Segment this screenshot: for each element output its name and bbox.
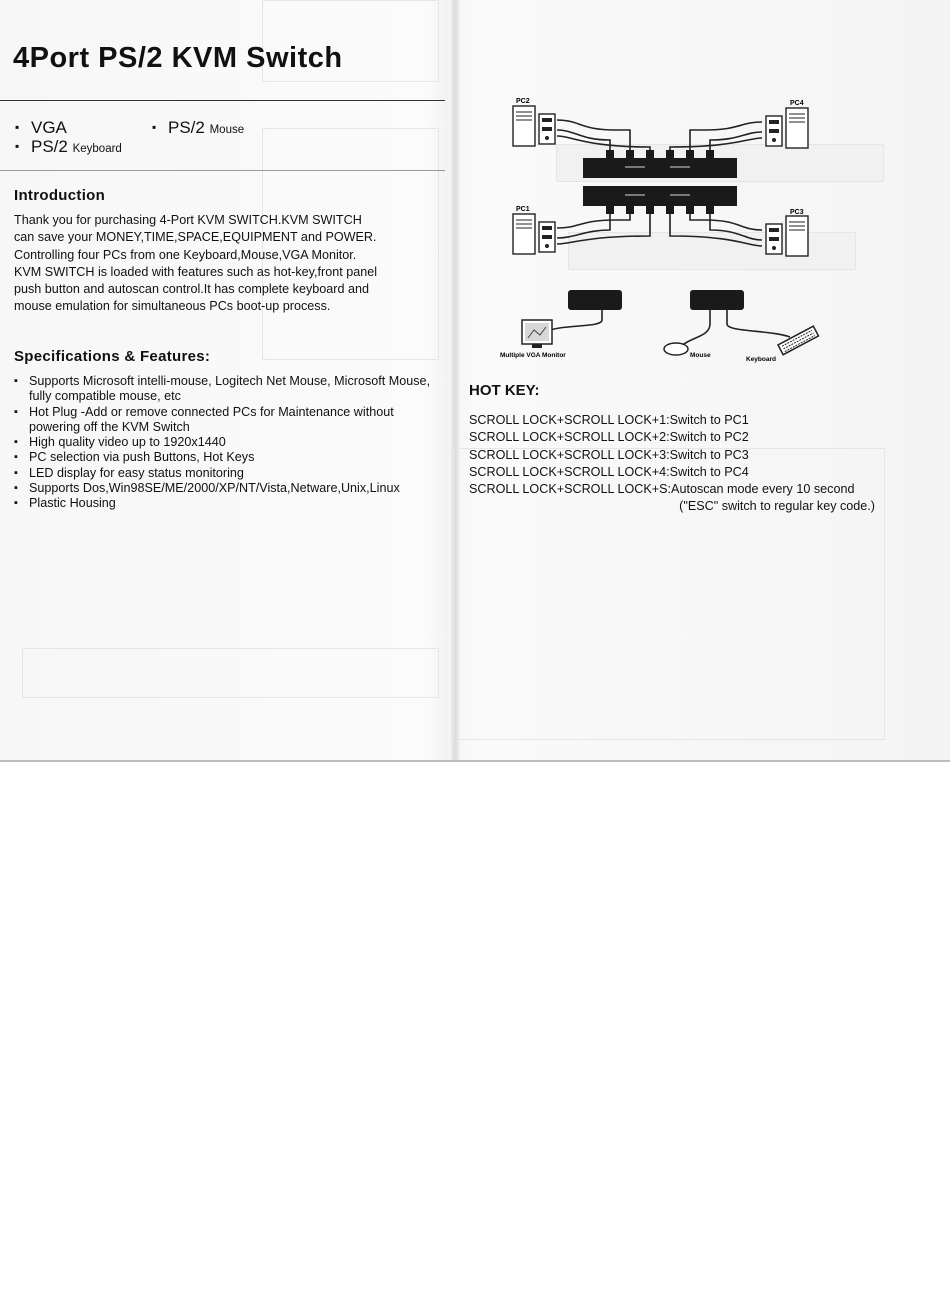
hotkey-heading: HOT KEY: xyxy=(469,382,540,399)
spec-item: ▪ High quality video up to 1920x1440 xyxy=(14,435,434,450)
ps2-console-adapter-icon xyxy=(690,290,744,310)
feature-vga: ▪ VGA xyxy=(15,118,67,138)
feature-ps2-mouse: ▪ PS/2 Mouse xyxy=(152,118,244,138)
kvm-switch-unit-icon xyxy=(583,158,737,178)
pc2-label: PC2 xyxy=(516,98,530,105)
spec-item: ▪ PC selection via push Buttons, Hot Keys xyxy=(14,450,434,465)
introduction-text xyxy=(14,212,424,316)
keyboard-icon xyxy=(778,326,818,354)
introduction-heading: Introduction xyxy=(14,187,106,204)
pc4-label: PC4 xyxy=(790,100,804,107)
intro-line: Controlling four PCs from one Keyboard,Mouse,VGA Monitor. xyxy=(14,247,357,262)
hotkey-esc-note: ("ESC" switch to regular key code.) xyxy=(679,499,875,514)
pc3-label: PC3 xyxy=(790,209,804,216)
features-divider xyxy=(0,170,445,171)
vga-console-adapter-icon xyxy=(568,290,622,310)
feature-ps2-keyboard: ▪ PS/2 Keyboard xyxy=(15,137,122,157)
pc2-computer-icon xyxy=(513,106,555,146)
vga-monitor-icon xyxy=(522,320,552,348)
hotkey-list xyxy=(469,412,879,516)
hotkey-line: SCROLL LOCK+SCROLL LOCK+1:Switch to PC1 xyxy=(469,413,749,427)
title-divider xyxy=(0,100,445,101)
hotkey-line: SCROLL LOCK+SCROLL LOCK+2:Switch to PC2 xyxy=(469,430,749,445)
spec-item: ▪ Supports Microsoft intelli-mouse, Logitech Net Mouse, Microsoft Mouse, fully compatible mouse, etc xyxy=(14,374,434,405)
hotkey-line: SCROLL LOCK+SCROLL LOCK+3:Switch to PC3 xyxy=(469,447,749,462)
hotkey-line: SCROLL LOCK+SCROLL LOCK+S:Autoscan mode every 10 second xyxy=(469,482,855,497)
pc1-label: PC1 xyxy=(516,206,530,213)
pc4-computer-icon xyxy=(766,108,808,148)
spec-item: ▪ Supports Dos,Win98SE/ME/2000/XP/NT/Vista,Netware,Unix,Linux xyxy=(14,481,434,496)
spec-item: ▪ Hot Plug -Add or remove connected PCs for Maintenance without powering off the KVM Switch xyxy=(14,405,434,436)
intro-line: can save your MONEY,TIME,SPACE,EQUIPMENT and POWER. xyxy=(14,230,377,245)
monitor-label: Multiple VGA Monitor xyxy=(500,352,566,359)
mouse-icon xyxy=(664,343,688,355)
keyboard-label: Keyboard xyxy=(746,356,776,363)
kvm-connection-diagram xyxy=(490,92,830,370)
specifications-heading: Specifications & Features: xyxy=(14,348,211,365)
mouse-label: Mouse xyxy=(690,352,711,359)
intro-line: mouse emulation for simultaneous PCs boot-up process. xyxy=(14,299,331,314)
spec-item: ▪ LED display for easy status monitoring xyxy=(14,466,434,481)
intro-line: push button and autoscan control.It has complete keyboard and xyxy=(14,282,369,297)
spec-item: ▪ Plastic Housing xyxy=(14,496,434,511)
specifications-list xyxy=(14,374,434,512)
pc1-computer-icon xyxy=(513,214,555,254)
pc3-computer-icon xyxy=(766,216,808,256)
hotkey-line: SCROLL LOCK+SCROLL LOCK+4:Switch to PC4 xyxy=(469,464,749,479)
page-title: 4Port PS/2 KVM Switch xyxy=(13,42,343,74)
intro-line: Thank you for purchasing 4-Port KVM SWITCH.KVM SWITCH xyxy=(14,213,362,227)
bleed-through-table xyxy=(22,648,439,698)
kvm-switch-unit-icon xyxy=(583,186,737,206)
intro-line: KVM SWITCH is loaded with features such as hot-key,front panel xyxy=(14,264,378,279)
